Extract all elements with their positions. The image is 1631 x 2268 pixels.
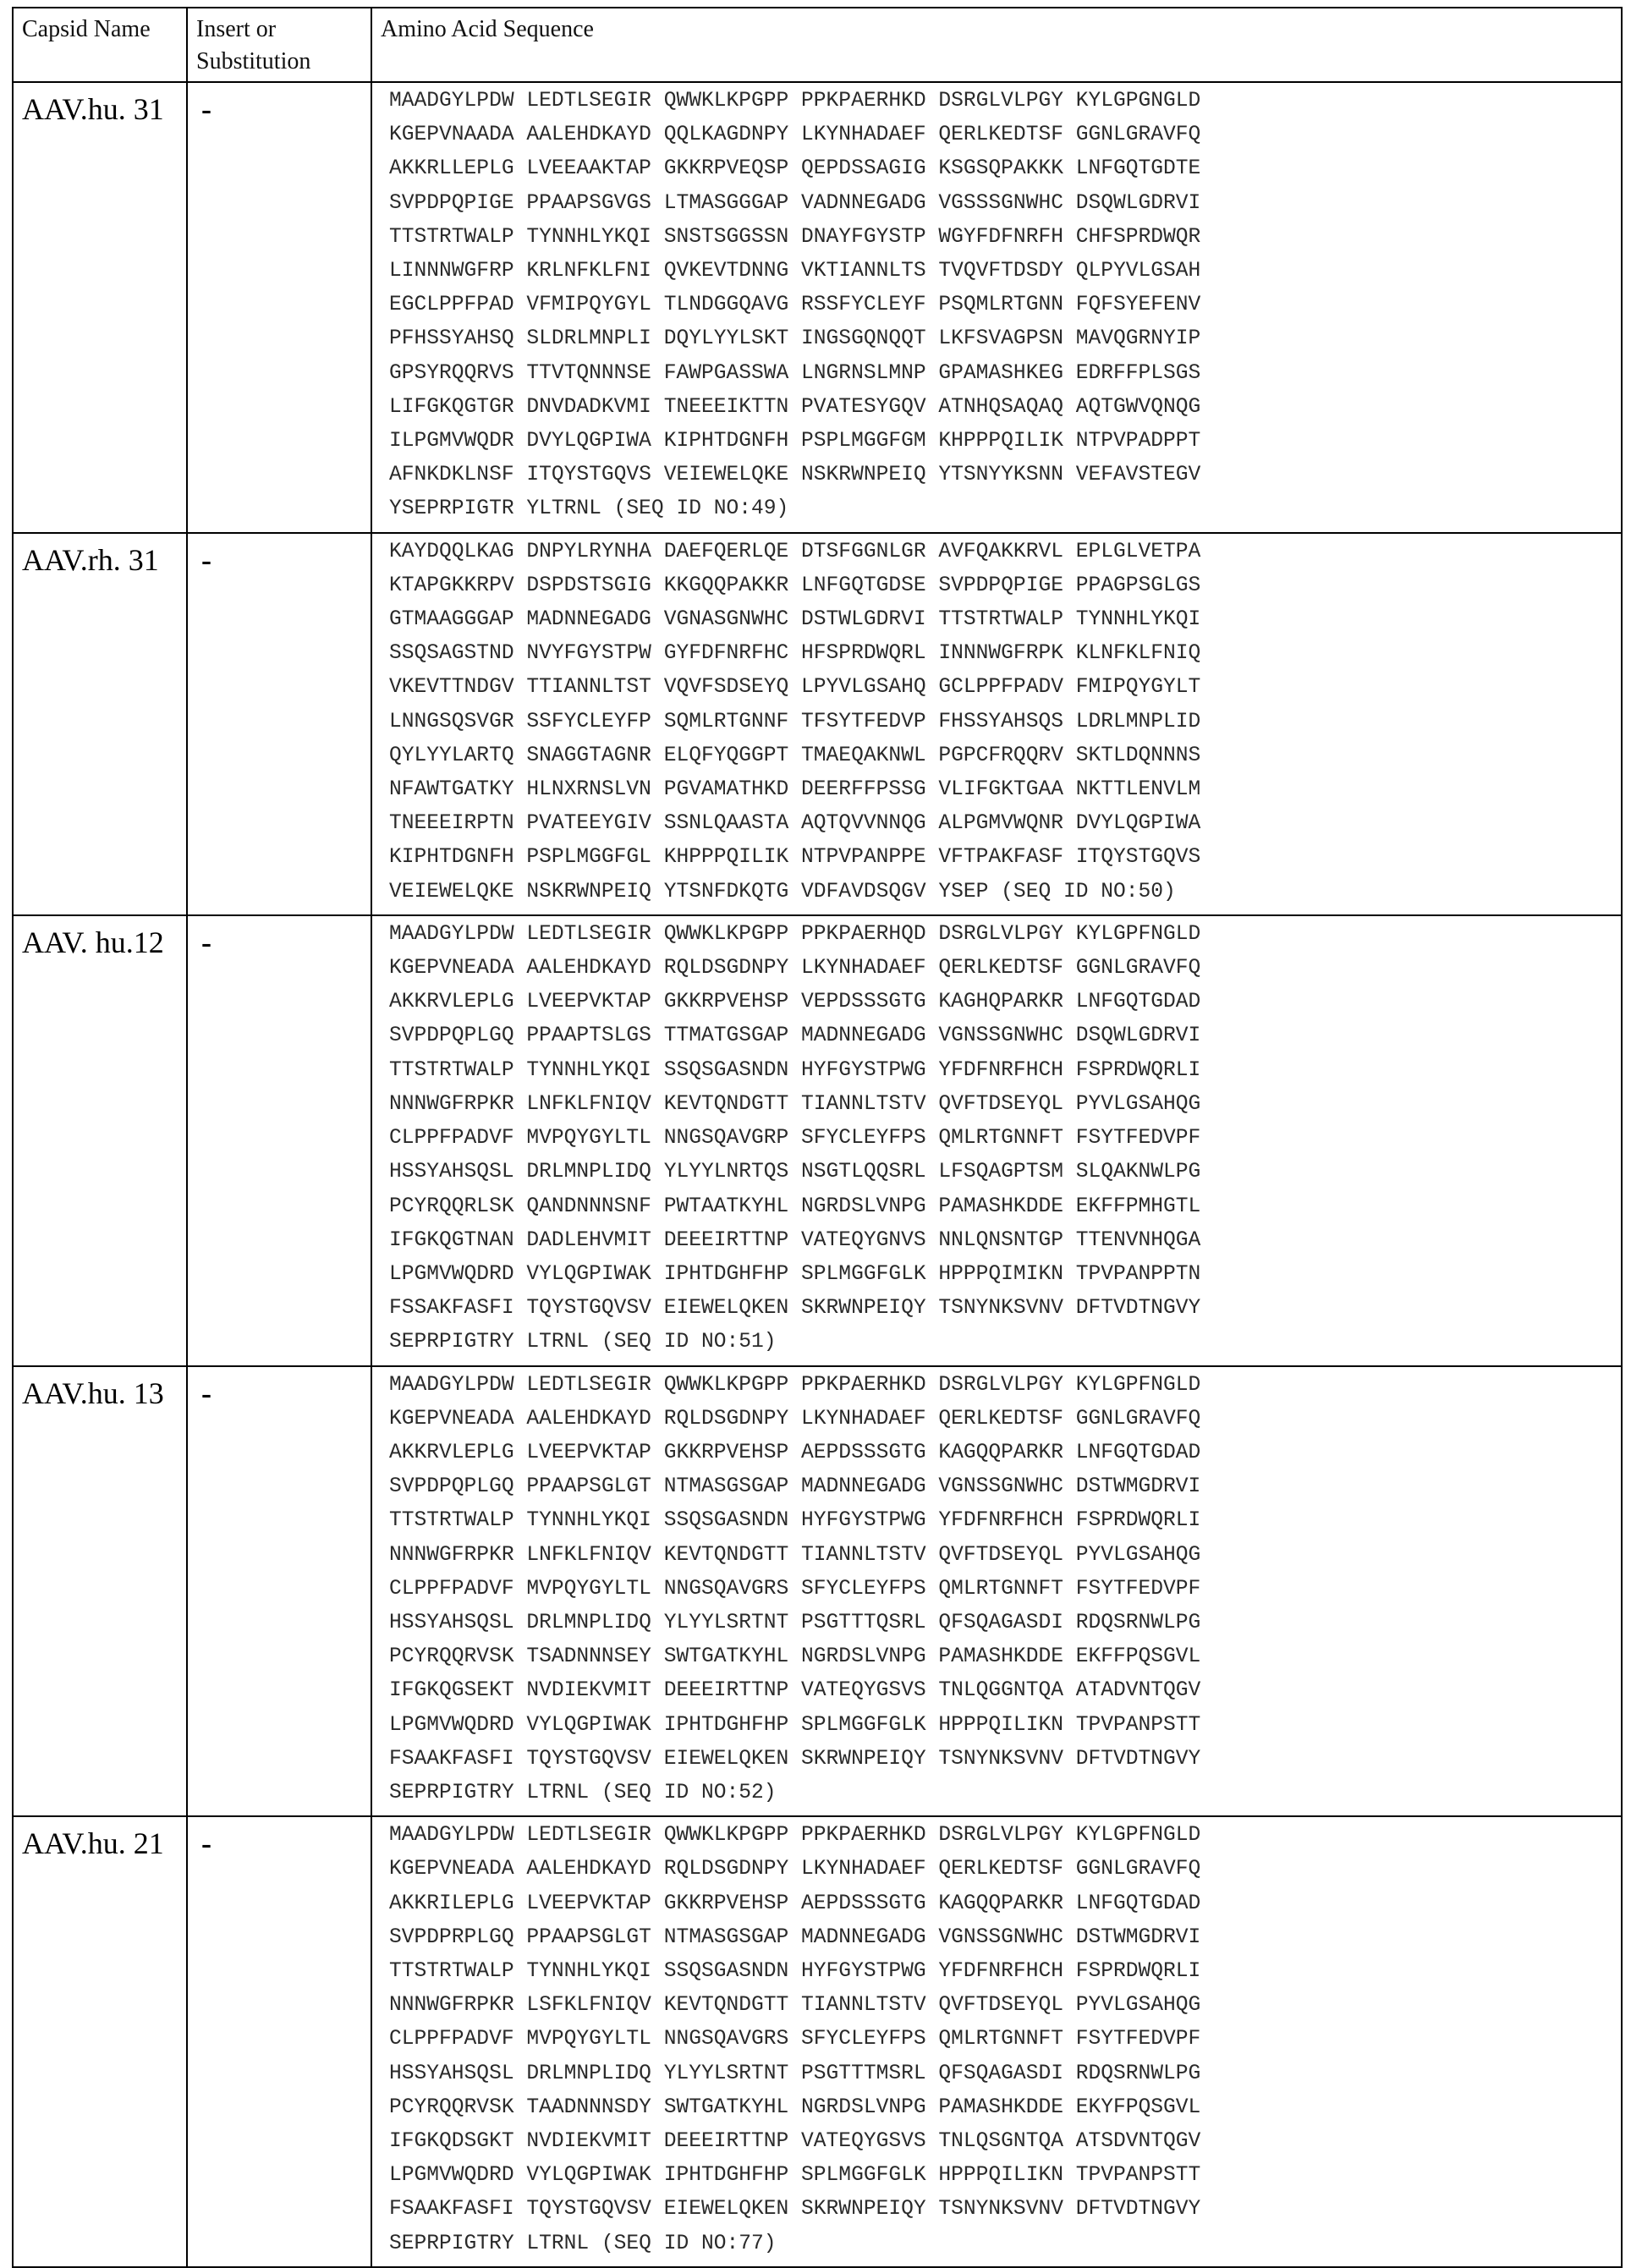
table-row (13, 915, 1622, 1366)
amino-acid-sequence: MAADGYLPDW LEDTLSEGIR QWWKLKPGPP PPKPAERHKD DSRGLVLPGY KYLGPFNGLD KGEPVNEADA AALEHDKAYD RQLDSGDNPY LKYNHADAEF QERLKEDTSF GGNLGRAVFQ AKKRILEPLG LVEEPVKTAP GKKRPVEHSP AEPDSSSGTG KAGQQPARKR LNFGQTGDAD SVPDPRPLGQ PPAAPSGLGT NTMASGSGAP MADNNEGADG VGNSSGNWHC DSTWMGDRVI TTSTRTWALP TYNNHLYKQI SSQSGASNDN HYFGYSTPWG YFDFNRFHCH FSPRDWQRLI NNNWGFRPKR LSFKLFNIQV KEVTQNDGTT TIANNLTSTV QVFTDSEYQL PYVLGSAHQG CLPPFPADVF MVPQYGYLTL NNGSQAVGRS SFYCLEYFPS QMLRTGNNFT FSYTFEDVPF HSSYAHSQSL DRLMNPLIDQ YLYYLSRTNT PSGTTTMSRL QFSQAGASDI RDQSRNWLPG PCYRQQRVSK TAADNNNSDY SWTGATKYHL NGRDSLVNPG PAMASHKDDE EKYFPQSGVL IFGKQDSGKT NVDIEKVMIT DEEEIRTTNP VATEQYGSVS TNLQSGNTQA ATSDVNTQGV LPGMVWQDRD VYLQGPIWAK IPHTDGHFHP SPLMGGFGLK HPPPQILIKN TPVPANPSTT FSAAKFASFI TQYSTGQVSV EIEWELQKEN SKRWNPEIQY TSNYNKSVNV DFTVDTNGVY SEPRPIGTRY LTRNL (SEQ ID NO:77) (371, 1816, 1622, 2267)
capsid-sequence-table (12, 7, 1623, 2268)
insert-or-substitution: - (187, 533, 371, 915)
table-row (13, 533, 1622, 915)
header-insert-or-substitution: Insert or Substitution (187, 8, 371, 82)
table-row (13, 82, 1622, 533)
header-capsid-name: Capsid Name (13, 8, 187, 82)
insert-or-substitution: - (187, 82, 371, 533)
table-row (13, 1816, 1622, 2267)
capsid-name: AAV. hu.12 (13, 915, 187, 1366)
insert-or-substitution: - (187, 915, 371, 1366)
header-amino-acid-sequence: Amino Acid Sequence (371, 8, 1622, 82)
capsid-name: AAV.hu. 21 (13, 1816, 187, 2267)
table-row (13, 1366, 1622, 1817)
amino-acid-sequence: MAADGYLPDW LEDTLSEGIR QWWKLKPGPP PPKPAERHKD DSRGLVLPGY KYLGPGNGLD KGEPVNAADA AALEHDKAYD QQLKAGDNPY LKYNHADAEF QERLKEDTSF GGNLGRAVFQ AKKRLLEPLG LVEEAAKTAP GKKRPVEQSP QEPDSSAGIG KSGSQPAKKK LNFGQTGDTE SVPDPQPIGE PPAAPSGVGS LTMASGGGAP VADNNEGADG VGSSSGNWHC DSQWLGDRVI TTSTRTWALP TYNNHLYKQI SNSTSGGSSN DNAYFGYSTP WGYFDFNRFH CHFSPRDWQR LINNNWGFRP KRLNFKLFNI QVKEVTDNNG VKTIANNLTS TVQVFTDSDY QLPYVLGSAH EGCLPPFPAD VFMIPQYGYL TLNDGGQAVG RSSFYCLEYF PSQMLRTGNN FQFSYEFENV PFHSSYAHSQ SLDRLMNPLI DQYLYYLSKT INGSGQNQQT LKFSVAGPSN MAVQGRNYIP GPSYRQQRVS TTVTQNNNSE FAWPGASSWA LNGRNSLMNP GPAMASHKEG EDRFFPLSGS LIFGKQGTGR DNVDADKVMI TNEEEIKTTN PVATESYGQV ATNHQSAQAQ AQTGWVQNQG ILPGMVWQDR DVYLQGPIWA KIPHTDGNFH PSPLMGGFGM KHPPPQILIK NTPVPADPPT AFNKDKLNSF ITQYSTGQVS VEIEWELQKE NSKRWNPEIQ YTSNYYKSNN VEFAVSTEGV YSEPRPIGTR YLTRNL (SEQ ID NO:49) (371, 82, 1622, 533)
insert-or-substitution: - (187, 1816, 371, 2267)
capsid-name: AAV.hu. 13 (13, 1366, 187, 1817)
amino-acid-sequence: MAADGYLPDW LEDTLSEGIR QWWKLKPGPP PPKPAERHKD DSRGLVLPGY KYLGPFNGLD KGEPVNEADA AALEHDKAYD RQLDSGDNPY LKYNHADAEF QERLKEDTSF GGNLGRAVFQ AKKRVLEPLG LVEEPVKTAP GKKRPVEHSP AEPDSSSGTG KAGQQPARKR LNFGQTGDAD SVPDPQPLGQ PPAAPSGLGT NTMASGSGAP MADNNEGADG VGNSSGNWHC DSTWMGDRVI TTSTRTWALP TYNNHLYKQI SSQSGASNDN HYFGYSTPWG YFDFNRFHCH FSPRDWQRLI NNNWGFRPKR LNFKLFNIQV KEVTQNDGTT TIANNLTSTV QVFTDSEYQL PYVLGSAHQG CLPPFPADVF MVPQYGYLTL NNGSQAVGRS SFYCLEYFPS QMLRTGNNFT FSYTFEDVPF HSSYAHSQSL DRLMNPLIDQ YLYYLSRTNT PSGTTTQSRL QFSQAGASDI RDQSRNWLPG PCYRQQRVSK TSADNNNSEY SWTGATKYHL NGRDSLVNPG PAMASHKDDE EKFFPQSGVL IFGKQGSEKT NVDIEKVMIT DEEEIRTTNP VATEQYGSVS TNLQGGNTQA ATADVNTQGV LPGMVWQDRD VYLQGPIWAK IPHTDGHFHP SPLMGGFGLK HPPPQILIKN TPVPANPSTT FSAAKFASFI TQYSTGQVSV EIEWELQKEN SKRWNPEIQY TSNYNKSVNV DFTVDTNGVY SEPRPIGTRY LTRNL (SEQ ID NO:52) (371, 1366, 1622, 1817)
amino-acid-sequence: MAADGYLPDW LEDTLSEGIR QWWKLKPGPP PPKPAERHQD DSRGLVLPGY KYLGPFNGLD KGEPVNEADA AALEHDKAYD RQLDSGDNPY LKYNHADAEF QERLKEDTSF GGNLGRAVFQ AKKRVLEPLG LVEEPVKTAP GKKRPVEHSP VEPDSSSGTG KAGHQPARKR LNFGQTGDAD SVPDPQPLGQ PPAAPTSLGS TTMATGSGAP MADNNEGADG VGNSSGNWHC DSQWLGDRVI TTSTRTWALP TYNNHLYKQI SSQSGASNDN HYFGYSTPWG YFDFNRFHCH FSPRDWQRLI NNNWGFRPKR LNFKLFNIQV KEVTQNDGTT TIANNLTSTV QVFTDSEYQL PYVLGSAHQG CLPPFPADVF MVPQYGYLTL NNGSQAVGRP SFYCLEYFPS QMLRTGNNFT FSYTFEDVPF HSSYAHSQSL DRLMNPLIDQ YLYYLNRTQS NSGTLQQSRL LFSQAGPTSM SLQAKNWLPG PCYRQQRLSK QANDNNNSNF PWTAATKYHL NGRDSLVNPG PAMASHKDDE EKFFPMHGTL IFGKQGTNAN DADLEHVMIT DEEEIRTTNP VATEQYGNVS NNLQNSNTGP TTENVNHQGA LPGMVWQDRD VYLQGPIWAK IPHTDGHFHP SPLMGGFGLK HPPPQIMIKN TPVPANPPTN FSSAKFASFI TQYSTGQVSV EIEWELQKEN SKRWNPEIQY TSNYNKSVNV DFTVDTNGVY SEPRPIGTRY LTRNL (SEQ ID NO:51) (371, 915, 1622, 1366)
capsid-name: AAV.rh. 31 (13, 533, 187, 915)
capsid-name: AAV.hu. 31 (13, 82, 187, 533)
amino-acid-sequence: KAYDQQLKAG DNPYLRYNHA DAEFQERLQE DTSFGGNLGR AVFQAKKRVL EPLGLVETPA KTAPGKKRPV DSPDSTSGIG KKGQQPAKKR LNFGQTGDSE SVPDPQPIGE PPAGPSGLGS GTMAAGGGAP MADNNEGADG VGNASGNWHC DSTWLGDRVI TTSTRTWALP TYNNHLYKQI SSQSAGSTND NVYFGYSTPW GYFDFNRFHC HFSPRDWQRL INNNWGFRPK KLNFKLFNIQ VKEVTTNDGV TTIANNLTST VQVFSDSEYQ LPYVLGSAHQ GCLPPFPADV FMIPQYGYLT LNNGSQSVGR SSFYCLEYFP SQMLRTGNNF TFSYTFEDVP FHSSYAHSQS LDRLMNPLID QYLYYLARTQ SNAGGTAGNR ELQFYQGGPT TMAEQAKNWL PGPCFRQQRV SKTLDQNNNS NFAWTGATKY HLNXRNSLVN PGVAMATHKD DEERFFPSSG VLIFGKTGAA NKTTLENVLM TNEEEIRPTN PVATEEYGIV SSNLQAASTA AQTQVVNNQG ALPGMVWQNR DVYLQGPIWA KIPHTDGNFH PSPLMGGFGL KHPPPQILIK NTPVPANPPE VFTPAKFASF ITQYSTGQVS VEIEWELQKE NSKRWNPEIQ YTSNFDKQTG VDFAVDSQGV YSEP (SEQ ID NO:50) (371, 533, 1622, 915)
insert-or-substitution: - (187, 1366, 371, 1817)
table-header-row (13, 8, 1622, 82)
